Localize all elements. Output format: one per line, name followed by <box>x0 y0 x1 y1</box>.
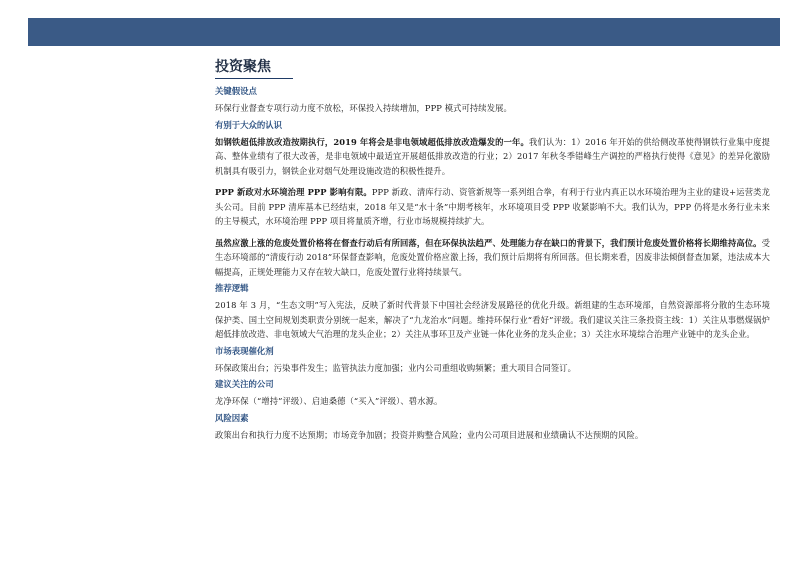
paragraph-lead: 如钢铁超低排放改造按期执行，2019 年将会是非电领域超低排放改造爆发的一年。 <box>215 136 529 147</box>
risks-text: 政策出台和执行力度不达预期；市场竞争加剧；投资并购整合风险；业内公司项目进展和业绩确认不达预期的风险。 <box>215 429 644 440</box>
report-content <box>215 58 770 445</box>
header-banner <box>28 18 780 46</box>
page-title: 投资聚焦 <box>215 59 271 75</box>
paragraph-body: 受生态环境部的“清废行动 2018”环保督查影响，危废处置价格应激上扬，我们预计后期将有所回落。但长期来看，因废非法倾倒督查加紧，违法成本大幅提高，正规处理能力又存在较大缺口，危废处置行业将持续景气。 <box>215 237 770 277</box>
key-assumptions-text: 环保行业督查专项行动力度不放松，环保投入持续增加，PPP 模式可持续发展。 <box>215 103 512 113</box>
paragraph-lead: PPP 新政对水环境治理 PPP 影响有限。 <box>215 187 372 197</box>
different-view-paragraph-2 <box>215 185 770 229</box>
different-view-paragraph-3 <box>215 236 770 280</box>
section-heading-catalysts: 市场表现催化剂 <box>215 345 274 356</box>
paragraph-lead: 虽然应激上涨的危废处置价格将在督查行动后有所回落，但在环保执法趋严、处理能力存在缺口的背景下，我们预计危废处置价格将长期维持高位。 <box>215 237 762 248</box>
section-heading-companies: 建议关注的公司 <box>215 379 274 389</box>
paragraph-body: PPP 新政、清库行动、资管新规等一系列组合拳，有利于行业内真正以水环境治理为主业的建设+运营类龙头公司。目前 PPP 清库基本已经结束，2018 年又是“水十条”中期考核年，水环境项目受 PPP 收紧影响不大。我们认为，PPP 仍将是水务行业未来的主导模式，水环境治理 PPP 项目将量质齐增，行业市场规模持续扩大。 <box>215 187 770 226</box>
different-view-paragraph-1 <box>215 135 770 179</box>
section-heading-key-assumptions: 关键假设点 <box>215 86 257 96</box>
section-heading-different-view: 有别于大众的认识 <box>215 119 282 130</box>
title-underline <box>215 78 293 79</box>
companies-text: 龙净环保（“增持”评级）、启迪桑德（“买入”评级）、碧水源。 <box>215 396 443 406</box>
section-heading-risks: 风险因素 <box>215 412 249 423</box>
paragraph-body: 我们认为：1）2016 年开始的供给侧改革使得钢铁行业集中度提高、整体业绩有了很大改善，是非电领域中最适宜开展超低排放改造的行业；2）2017 年秋冬季错峰生产调控的严格执行使得《意见》的差异化激励机制具有吸引力，钢铁企业对烟气处理设施改造的积极性提升。 <box>215 136 770 176</box>
catalysts-text: 环保政策出台；污染事件发生；监管执法力度加强；业内公司重组收购频繁；重大项目合同签订。 <box>215 362 577 373</box>
logic-text: 2018 年 3 月，“生态文明”写入宪法，反映了新时代背景下中国社会经济发展路径的优化升级。新组建的生态环境部，自然资源部将分散的生态环境保护类、国土空间规划类职责分别统一起来，解决了“九龙治水”问题。维持环保行业“看好”评级。我们建议关注三条投资主线：1）关注从事燃煤锅炉超低排放改造、非电领域大气治理的龙头企业；2）关注从事环卫及产业链一体化业务的龙头企业；3）关注水环境综合治理产业链中的龙头企业。 <box>215 300 770 339</box>
section-heading-logic: 推荐逻辑 <box>215 283 249 293</box>
